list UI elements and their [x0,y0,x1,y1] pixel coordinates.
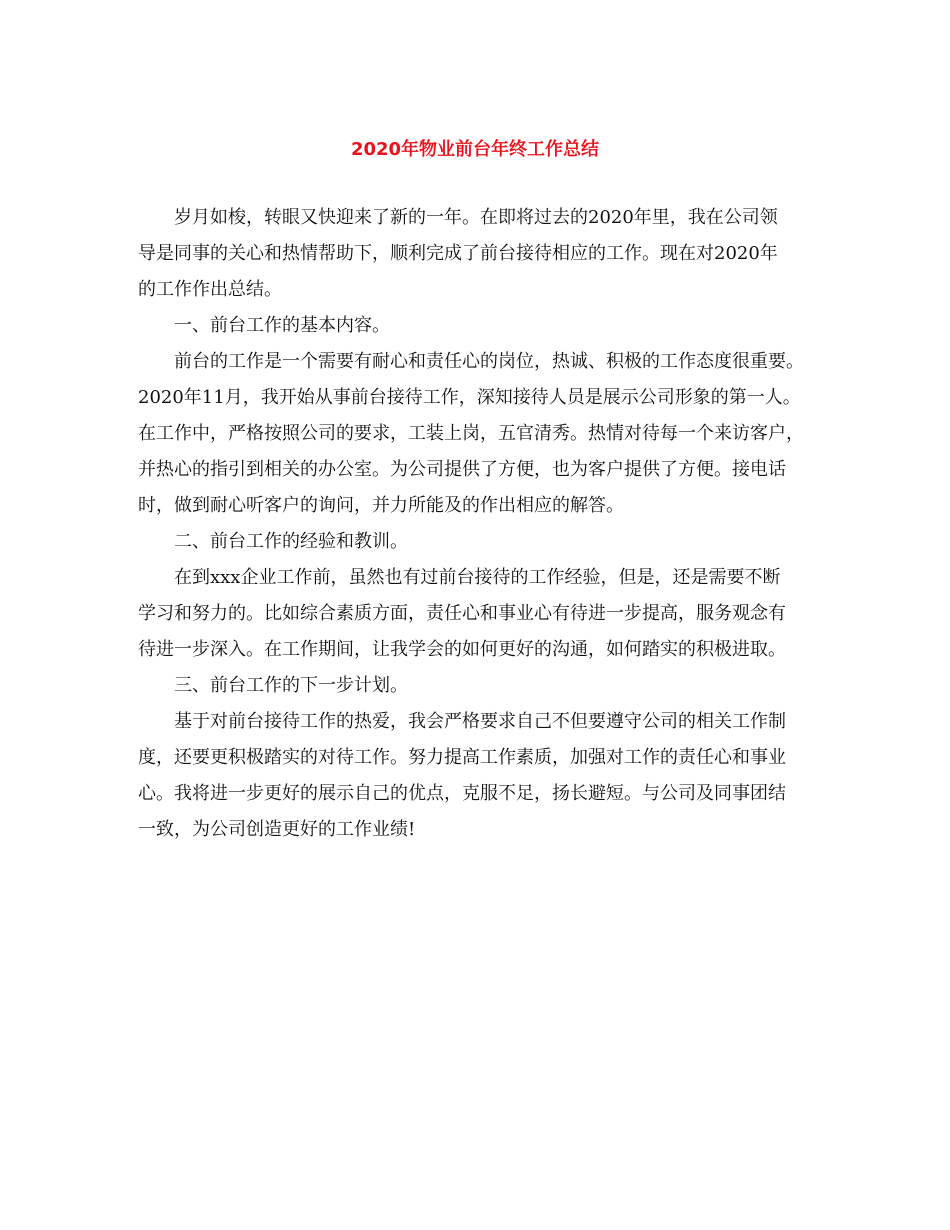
paragraph-intro [138,200,810,308]
text-line: 在到xxx企业工作前，虽然也有过前台接待的工作经验，但是，还是需要不断 [174,567,781,588]
text-line: 岁月如梭，转眼又快迎来了新的一年。在即将过去的2020年里，我在公司领 [174,207,778,228]
section-heading-1 [138,308,810,344]
paragraph-section-2 [138,560,810,668]
text-line: 的工作作出总结。 [138,279,282,300]
text-line: 并热心的指引到相关的办公室。为公司提供了方便，也为客户提供了方便。接电话 [138,459,786,480]
heading-text: 三、前台工作的下一步计划。 [174,675,408,696]
paragraph-section-1 [138,344,810,524]
document-title: 2020年物业前台年终工作总结 [350,139,600,160]
heading-text: 一、前台工作的基本内容。 [174,315,390,336]
text-line: 学习和努力的。比如综合素质方面，责任心和事业心有待进一步提高，服务观念有 [138,603,786,624]
document-body [138,200,810,848]
text-line: 一致，为公司创造更好的工作业绩! [138,819,416,840]
heading-text: 二、前台工作的经验和教训。 [174,531,408,552]
text-line: 基于对前台接待工作的热爱，我会严格要求自己不但要遵守公司的相关工作制 [174,711,786,732]
section-heading-2 [138,524,810,560]
text-line: 心。我将进一步更好的展示自己的优点，克服不足，扬长避短。与公司及同事团结 [138,783,786,804]
text-line: 导是同事的关心和热情帮助下，顺利完成了前台接待相应的工作。现在对2020年 [138,243,778,264]
section-heading-3 [138,668,810,704]
text-line: 待进一步深入。在工作期间，让我学会的如何更好的沟通，如何踏实的积极进取。 [138,639,786,660]
paragraph-section-3 [138,704,810,848]
text-line: 在工作中，严格按照公司的要求，工装上岗，五官清秀。热情对待每一个来访客户， [138,423,804,444]
text-line: 前台的工作是一个需要有耐心和责任心的岗位，热诚、积极的工作态度很重要。 [174,351,804,372]
text-line: 度，还要更积极踏实的对待工作。努力提高工作素质，加强对工作的责任心和事业 [138,747,786,768]
text-line: 时，做到耐心听客户的询问，并力所能及的作出相应的解答。 [138,495,624,516]
text-line: 2020年11月，我开始从事前台接待工作，深知接待人员是展示公司形象的第一人。 [138,387,801,408]
